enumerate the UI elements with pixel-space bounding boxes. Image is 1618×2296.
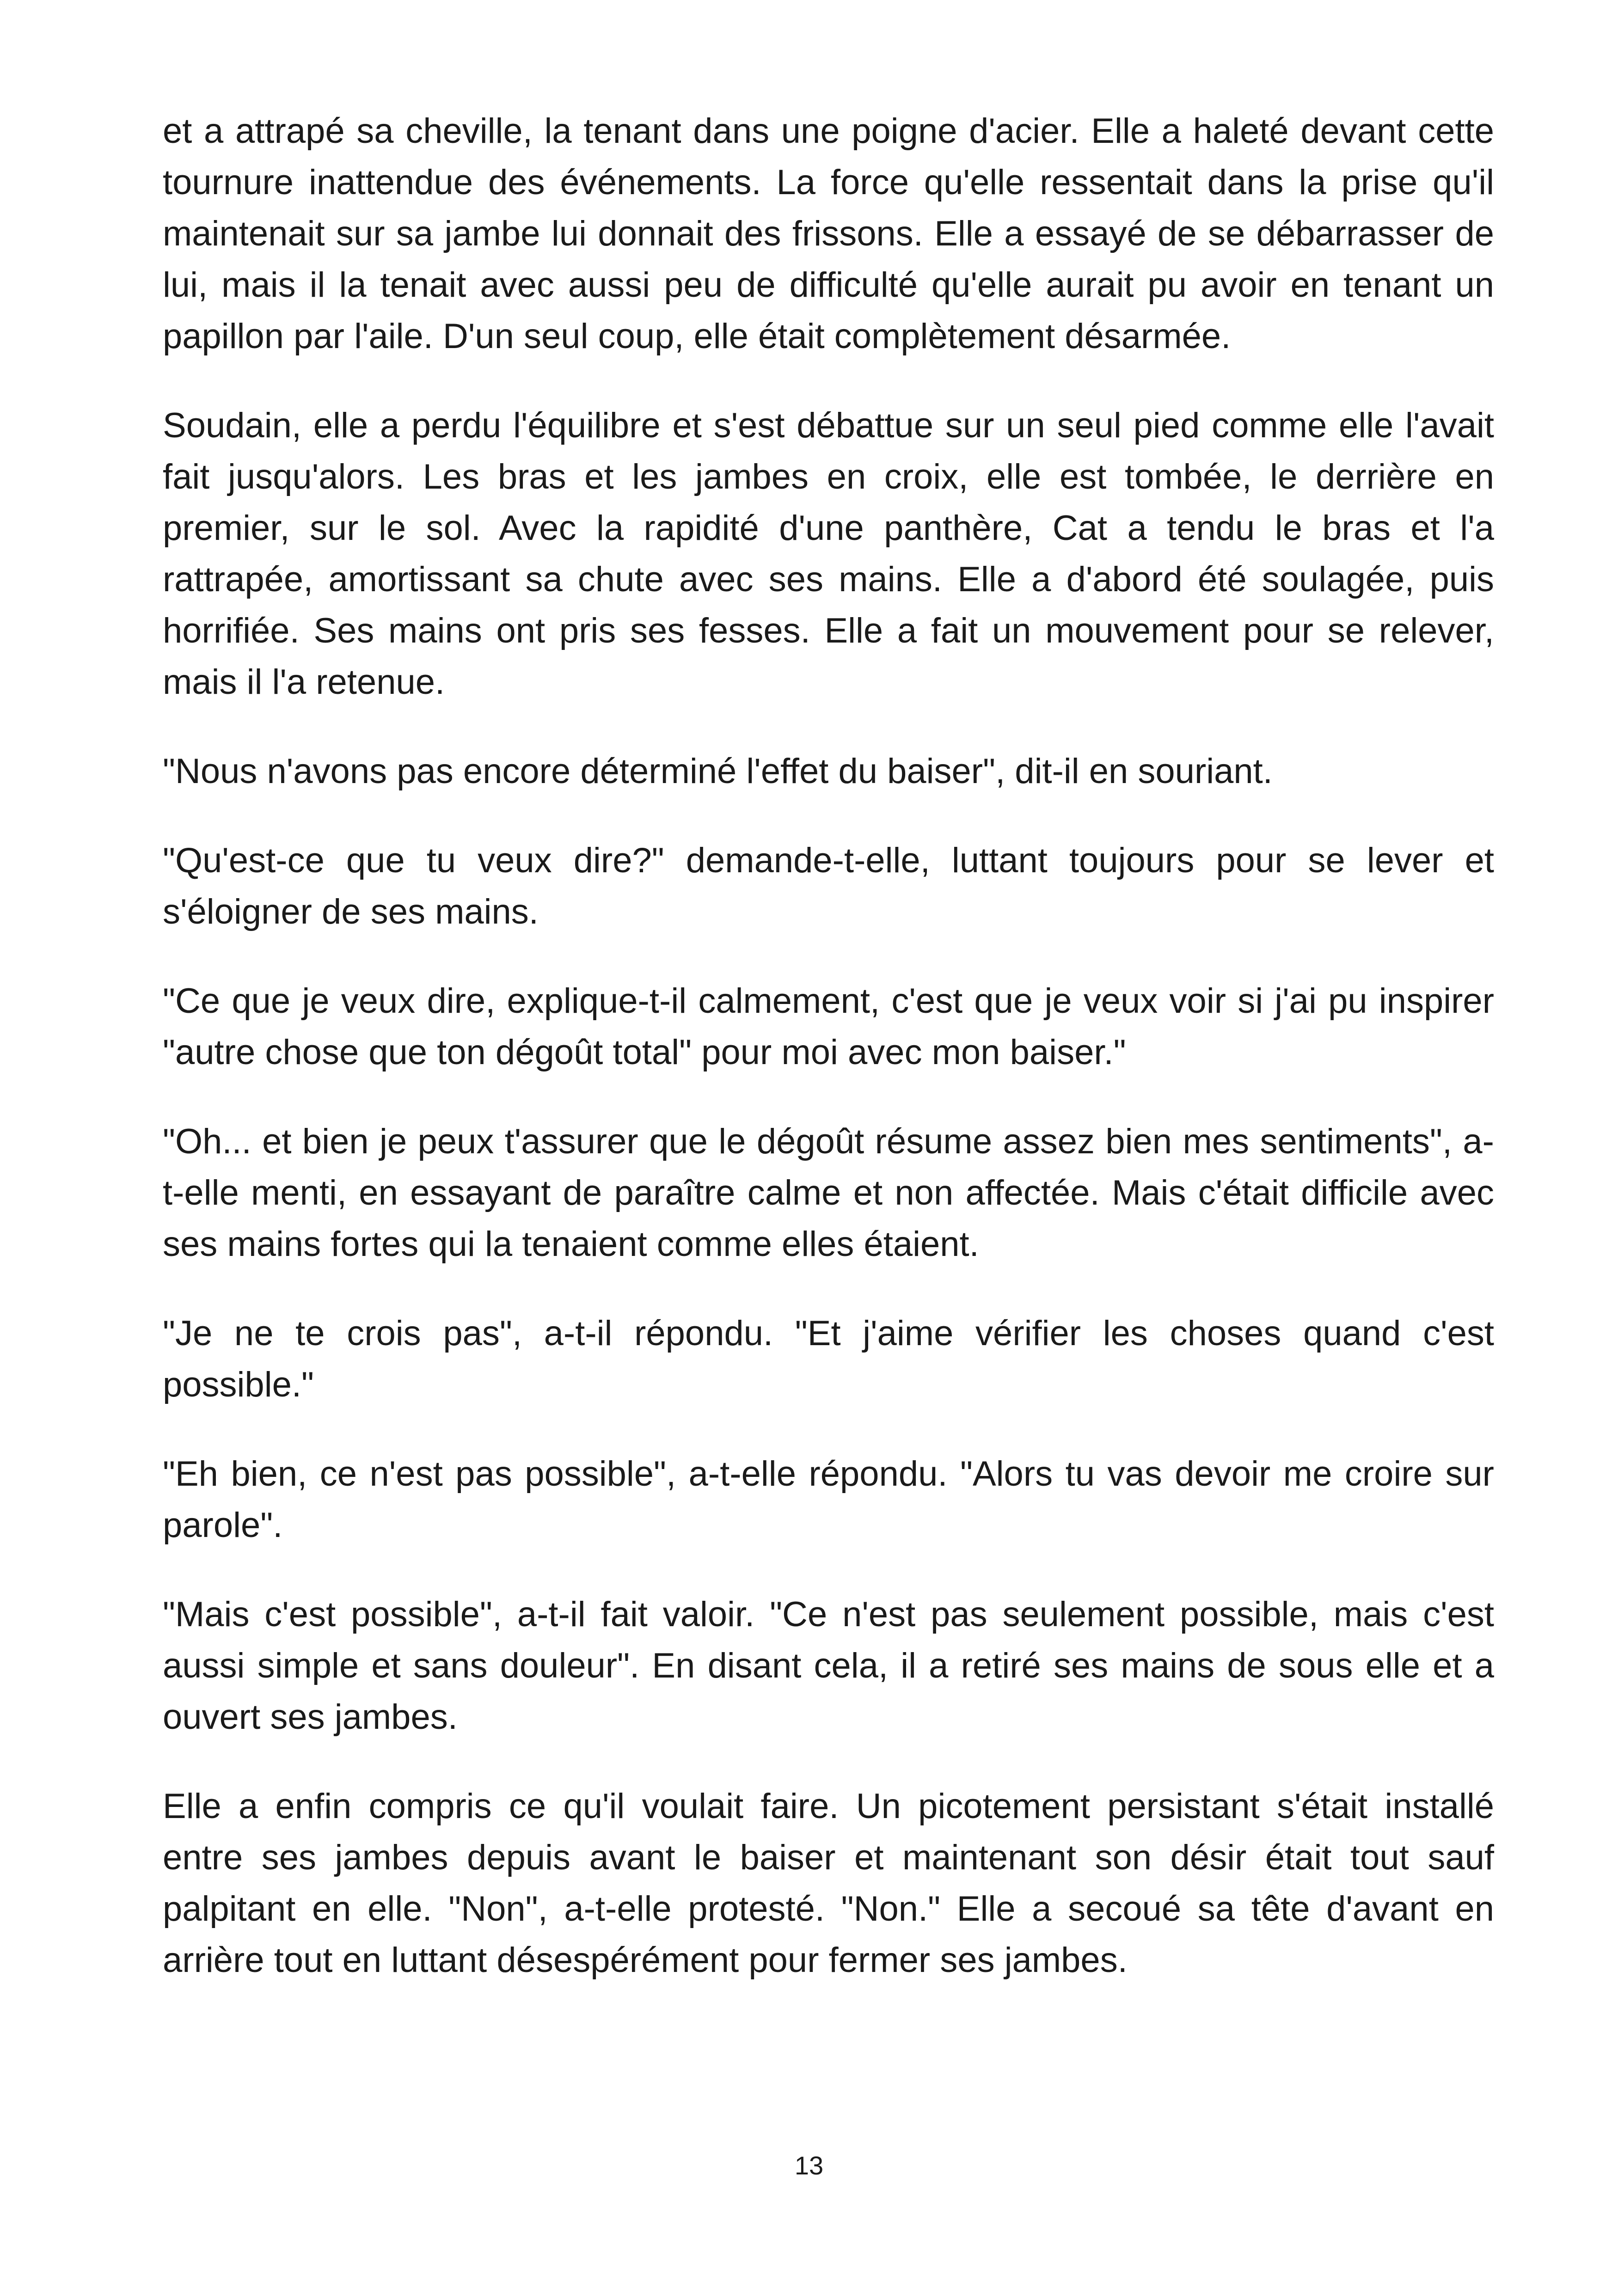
page-number: 13 bbox=[794, 2151, 824, 2180]
paragraph-9: "Mais c'est possible", a-t-il fait valoir. "Ce n'est pas seulement possible, mais c'est aussi simple et sans douleur". En disant cela, il a retiré ses mains de sous elle et a ouvert ses jambes. bbox=[163, 1595, 1494, 1737]
paragraph-7: "Je ne te crois pas", a-t-il répondu. "Et j'aime vérifier les choses quand c'est possible." bbox=[163, 1314, 1494, 1404]
paragraph-1: et a attrapé sa cheville, la tenant dans une poigne d'acier. Elle a haleté devant cette tournure inattendue des événements. La force qu'elle ressentait dans la prise qu'il maintenait sur sa jambe lui donnait des frissons. Elle a essayé de se débarrasser de lui, mais il la tenait avec aussi peu de difficulté qu'elle aurait pu avoir en tenant un papillon par l'aile. D'un seul coup, elle était complètement désarmée. bbox=[163, 111, 1494, 356]
paragraph-3: "Nous n'avons pas encore déterminé l'effet du baiser", dit-il en souriant. bbox=[163, 752, 1273, 791]
paragraph-2: Soudain, elle a perdu l'équilibre et s'est débattue sur un seul pied comme elle l'avait fait jusqu'alors. Les bras et les jambes en croix, elle est tombée, le derrière en premier, sur le sol. Avec la rapidité d'une panthère, Cat a tendu le bras et l'a rattrapée, amortissant sa chute avec ses mains. Elle a d'abord été soulagée, puis horrifiée. Ses mains ont pris ses fesses. Elle a fait un mouvement pour se relever, mais il l'a retenue. bbox=[163, 406, 1494, 702]
paragraph-6: "Oh... et bien je peux t'assurer que le dégoût résume assez bien mes sentiments", a-t-elle menti, en essayant de paraître calme et non affectée. Mais c'était difficile avec ses mains fortes qui la tenaient comme elles étaient. bbox=[163, 1122, 1494, 1264]
paragraph-10: Elle a enfin compris ce qu'il voulait faire. Un picotement persistant s'était installé entre ses jambes depuis avant le baiser et maintenant son désir était tout sauf palpitant en elle. "Non", a-t-elle protesté. "Non." Elle a secoué sa tête d'avant en arrière tout en luttant désespérément pour fermer ses jambes. bbox=[163, 1787, 1494, 1980]
paragraph-4: "Qu'est-ce que tu veux dire?" demande-t-elle, luttant toujours pour se lever et s'éloigner de ses mains. bbox=[163, 841, 1494, 931]
body-text bbox=[163, 105, 1494, 1986]
paragraph-8: "Eh bien, ce n'est pas possible", a-t-elle répondu. "Alors tu vas devoir me croire sur parole". bbox=[163, 1454, 1494, 1545]
paragraph-5: "Ce que je veux dire, explique-t-il calmement, c'est que je veux voir si j'ai pu inspirer "autre chose que ton dégoût total" pour moi avec mon baiser." bbox=[163, 981, 1494, 1072]
